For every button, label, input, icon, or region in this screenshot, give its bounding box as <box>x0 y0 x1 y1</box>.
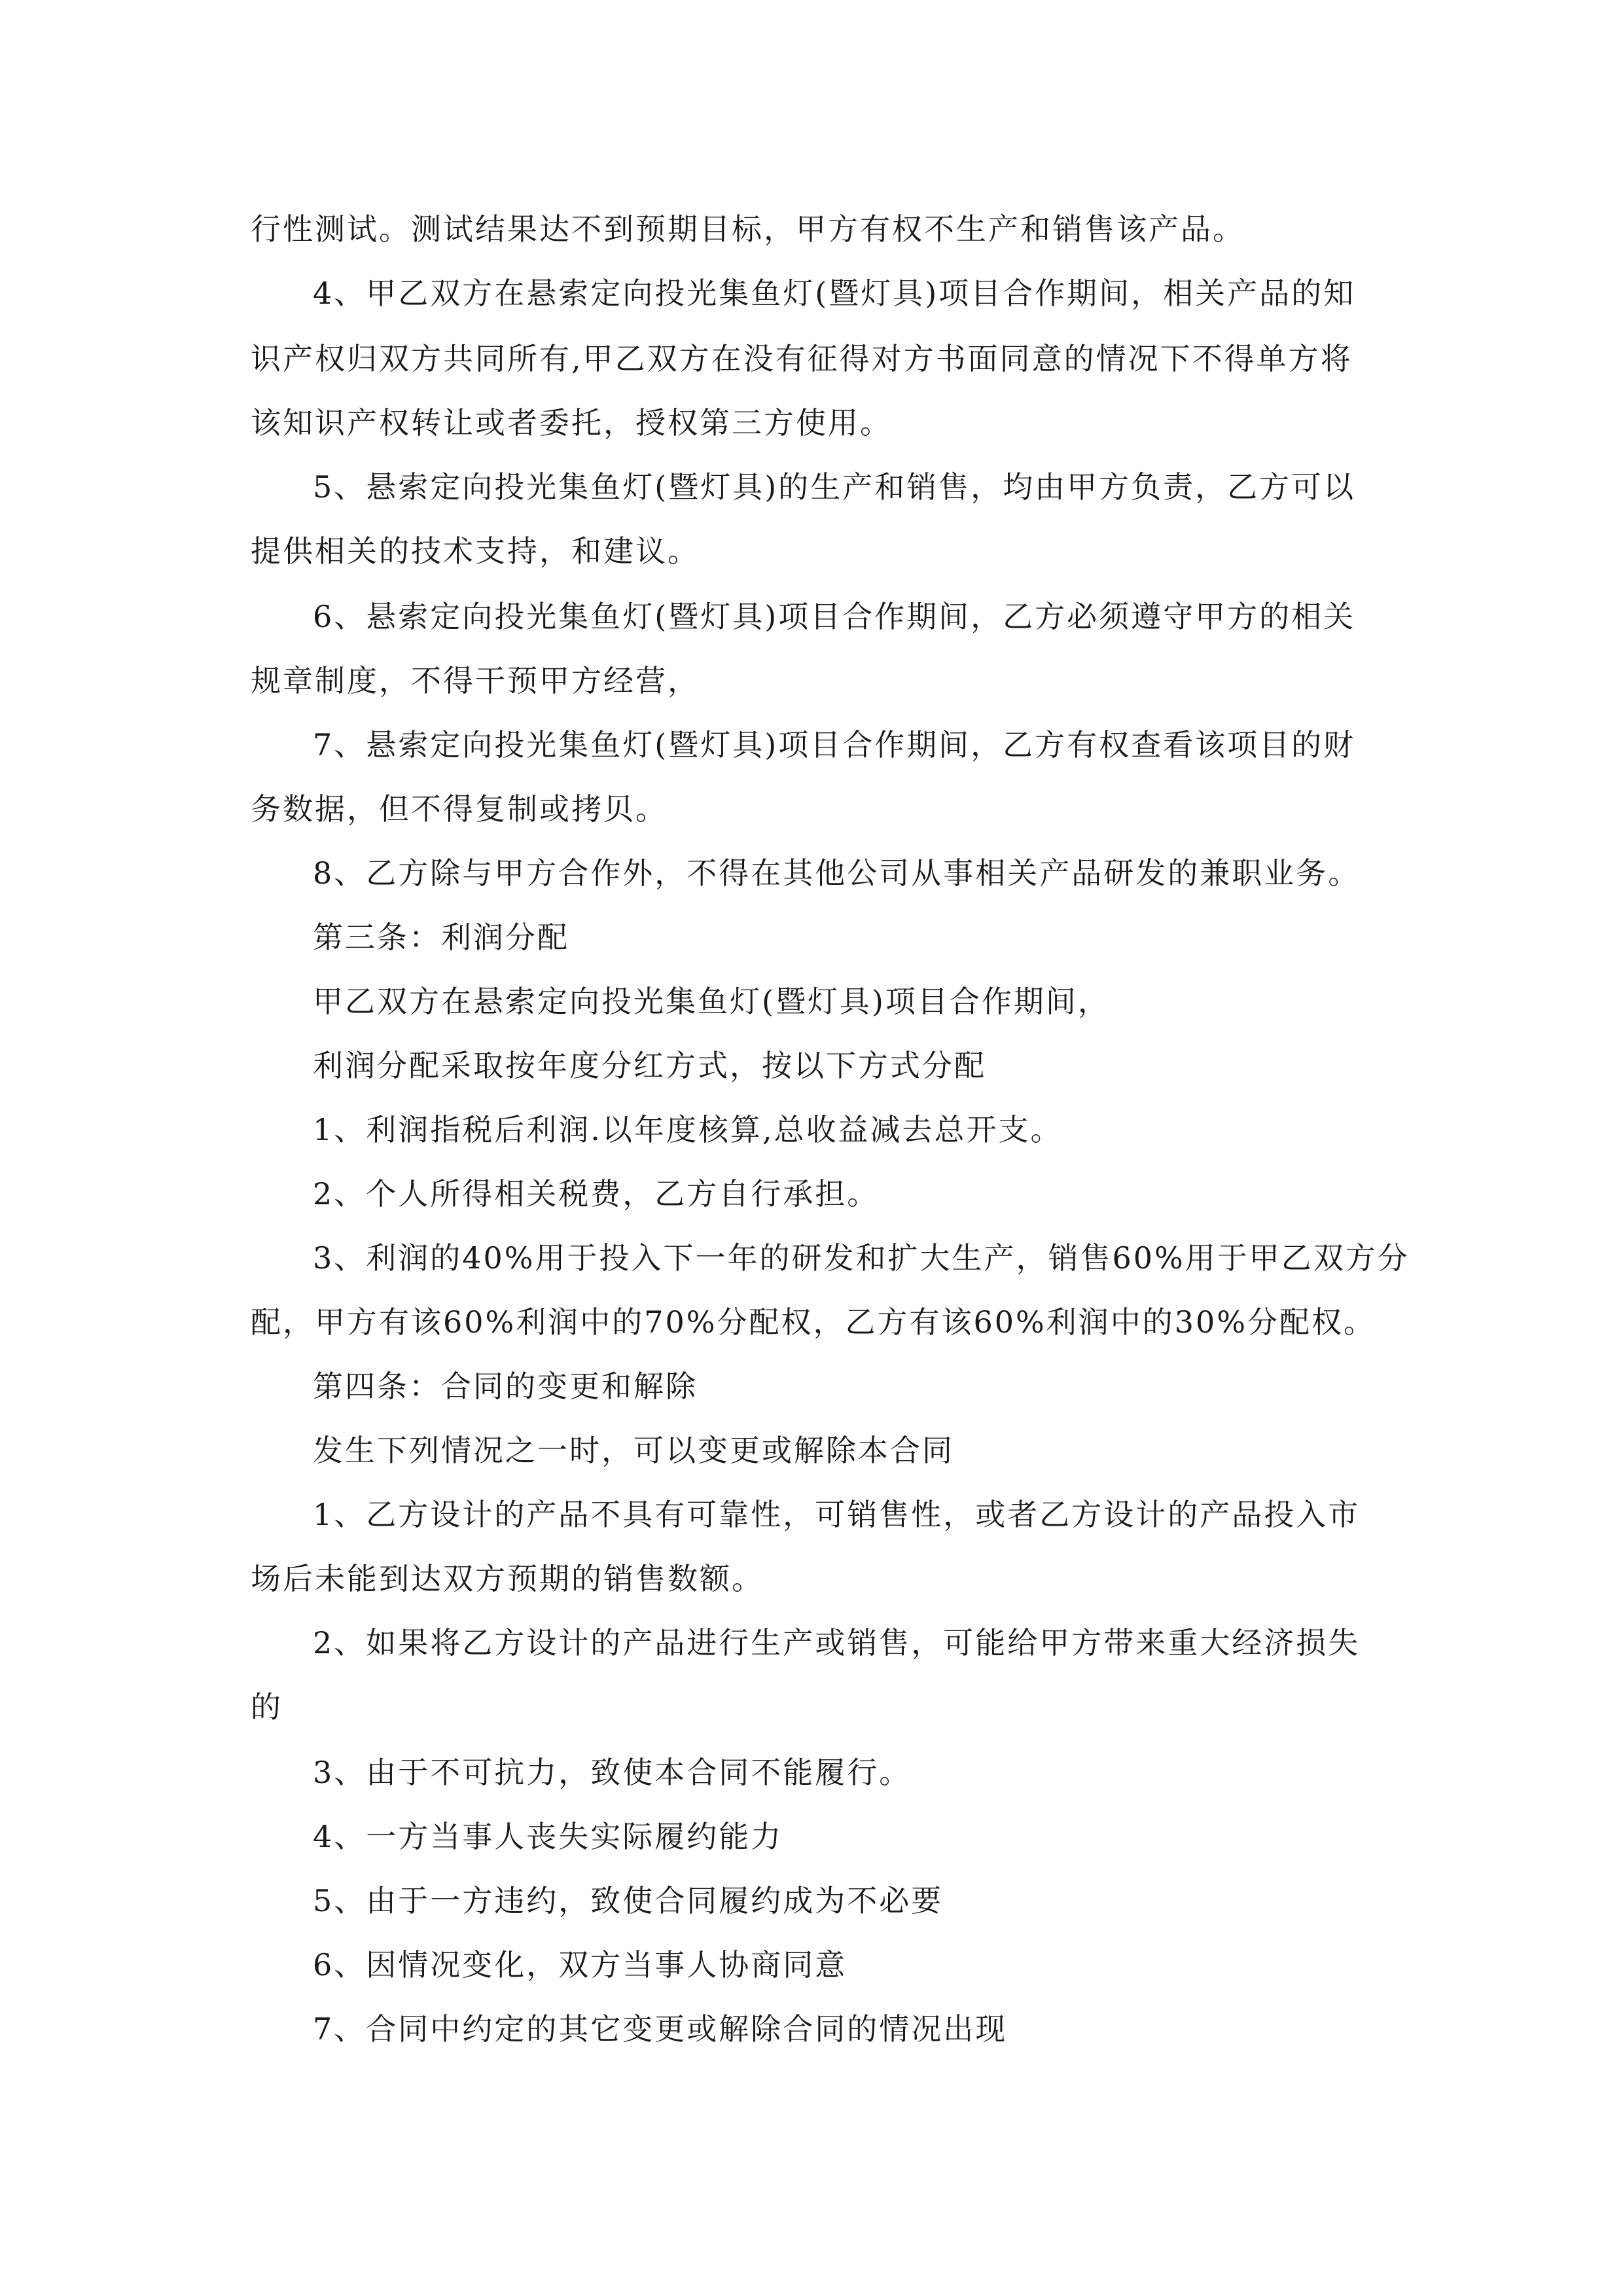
text-line: 6、悬索定向投光集鱼灯(暨灯具)项目合作期间，乙方必须遵守甲方的相关 <box>313 599 1356 634</box>
text-line: 7、合同中约定的其它变更或解除合同的情况出现 <box>313 2011 1008 2047</box>
text-line: 5、悬索定向投光集鱼灯(暨灯具)的生产和销售，均由甲方负责，乙方可以 <box>313 469 1356 505</box>
text-line: 5、由于一方违约，致使合同履约成为不必要 <box>313 1883 944 1918</box>
text-line: 提供相关的技术支持，和建议。 <box>251 533 700 569</box>
text-line: 6、因情况变化，双方当事人协商同意 <box>313 1947 847 1982</box>
text-line: 1、利润指税后利润.以年度核算,总收益减去总开支。 <box>313 1112 1063 1147</box>
text-line: 4、一方当事人丧失实际履约能力 <box>313 1819 783 1854</box>
section-heading: 第三条：利润分配 <box>313 920 569 955</box>
text-line: 3、利润的40%用于投入下一年的研发和扩大生产，销售60%用于甲乙双方分 <box>313 1240 1410 1276</box>
text-line: 场后未能到达双方预期的销售数额。 <box>251 1561 764 1596</box>
text-line: 的 <box>251 1689 283 1725</box>
text-line: 3、由于不可抗力，致使本合同不能履行。 <box>313 1755 912 1790</box>
text-line: 配，甲方有该60%利润中的70%分配权，乙方有该60%利润中的30%分配权。 <box>251 1304 1376 1340</box>
text-line: 7、悬索定向投光集鱼灯(暨灯具)项目合作期间，乙方有权查看该项目的财 <box>313 727 1356 762</box>
section-heading: 第四条：合同的变更和解除 <box>313 1369 698 1404</box>
text-line: 该知识产权转让或者委托，授权第三方使用。 <box>251 405 892 440</box>
text-line: 务数据，但不得复制或拷贝。 <box>251 791 668 827</box>
text-line: 2、个人所得相关税费，乙方自行承担。 <box>313 1176 880 1211</box>
text-line: 发生下列情况之一时，可以变更或解除本合同 <box>313 1433 954 1468</box>
text-line: 甲乙双方在悬索定向投光集鱼灯(暨灯具)项目合作期间， <box>313 984 1110 1019</box>
text-line: 1、乙方设计的产品不具有可靠性，可销售性，或者乙方设计的产品投入市 <box>313 1497 1361 1532</box>
text-line: 行性测试。测试结果达不到预期目标，甲方有权不生产和销售该产品。 <box>251 211 1245 247</box>
text-line: 2、如果将乙方设计的产品进行生产或销售，可能给甲方带来重大经济损失 <box>313 1625 1361 1660</box>
text-line: 4、甲乙双方在悬索定向投光集鱼灯(暨灯具)项目合作期间，相关产品的知 <box>313 276 1356 311</box>
text-line: 识产权归双方共同所有,甲乙双方在没有征得对方书面同意的情况下不得单方将 <box>251 341 1353 376</box>
text-line: 8、乙方除与甲方合作外，不得在其他公司从事相关产品研发的兼职业务。 <box>313 855 1361 891</box>
text-line: 规章制度，不得干预甲方经营， <box>251 663 700 698</box>
text-line: 利润分配采取按年度分红方式，按以下方式分配 <box>313 1048 986 1083</box>
